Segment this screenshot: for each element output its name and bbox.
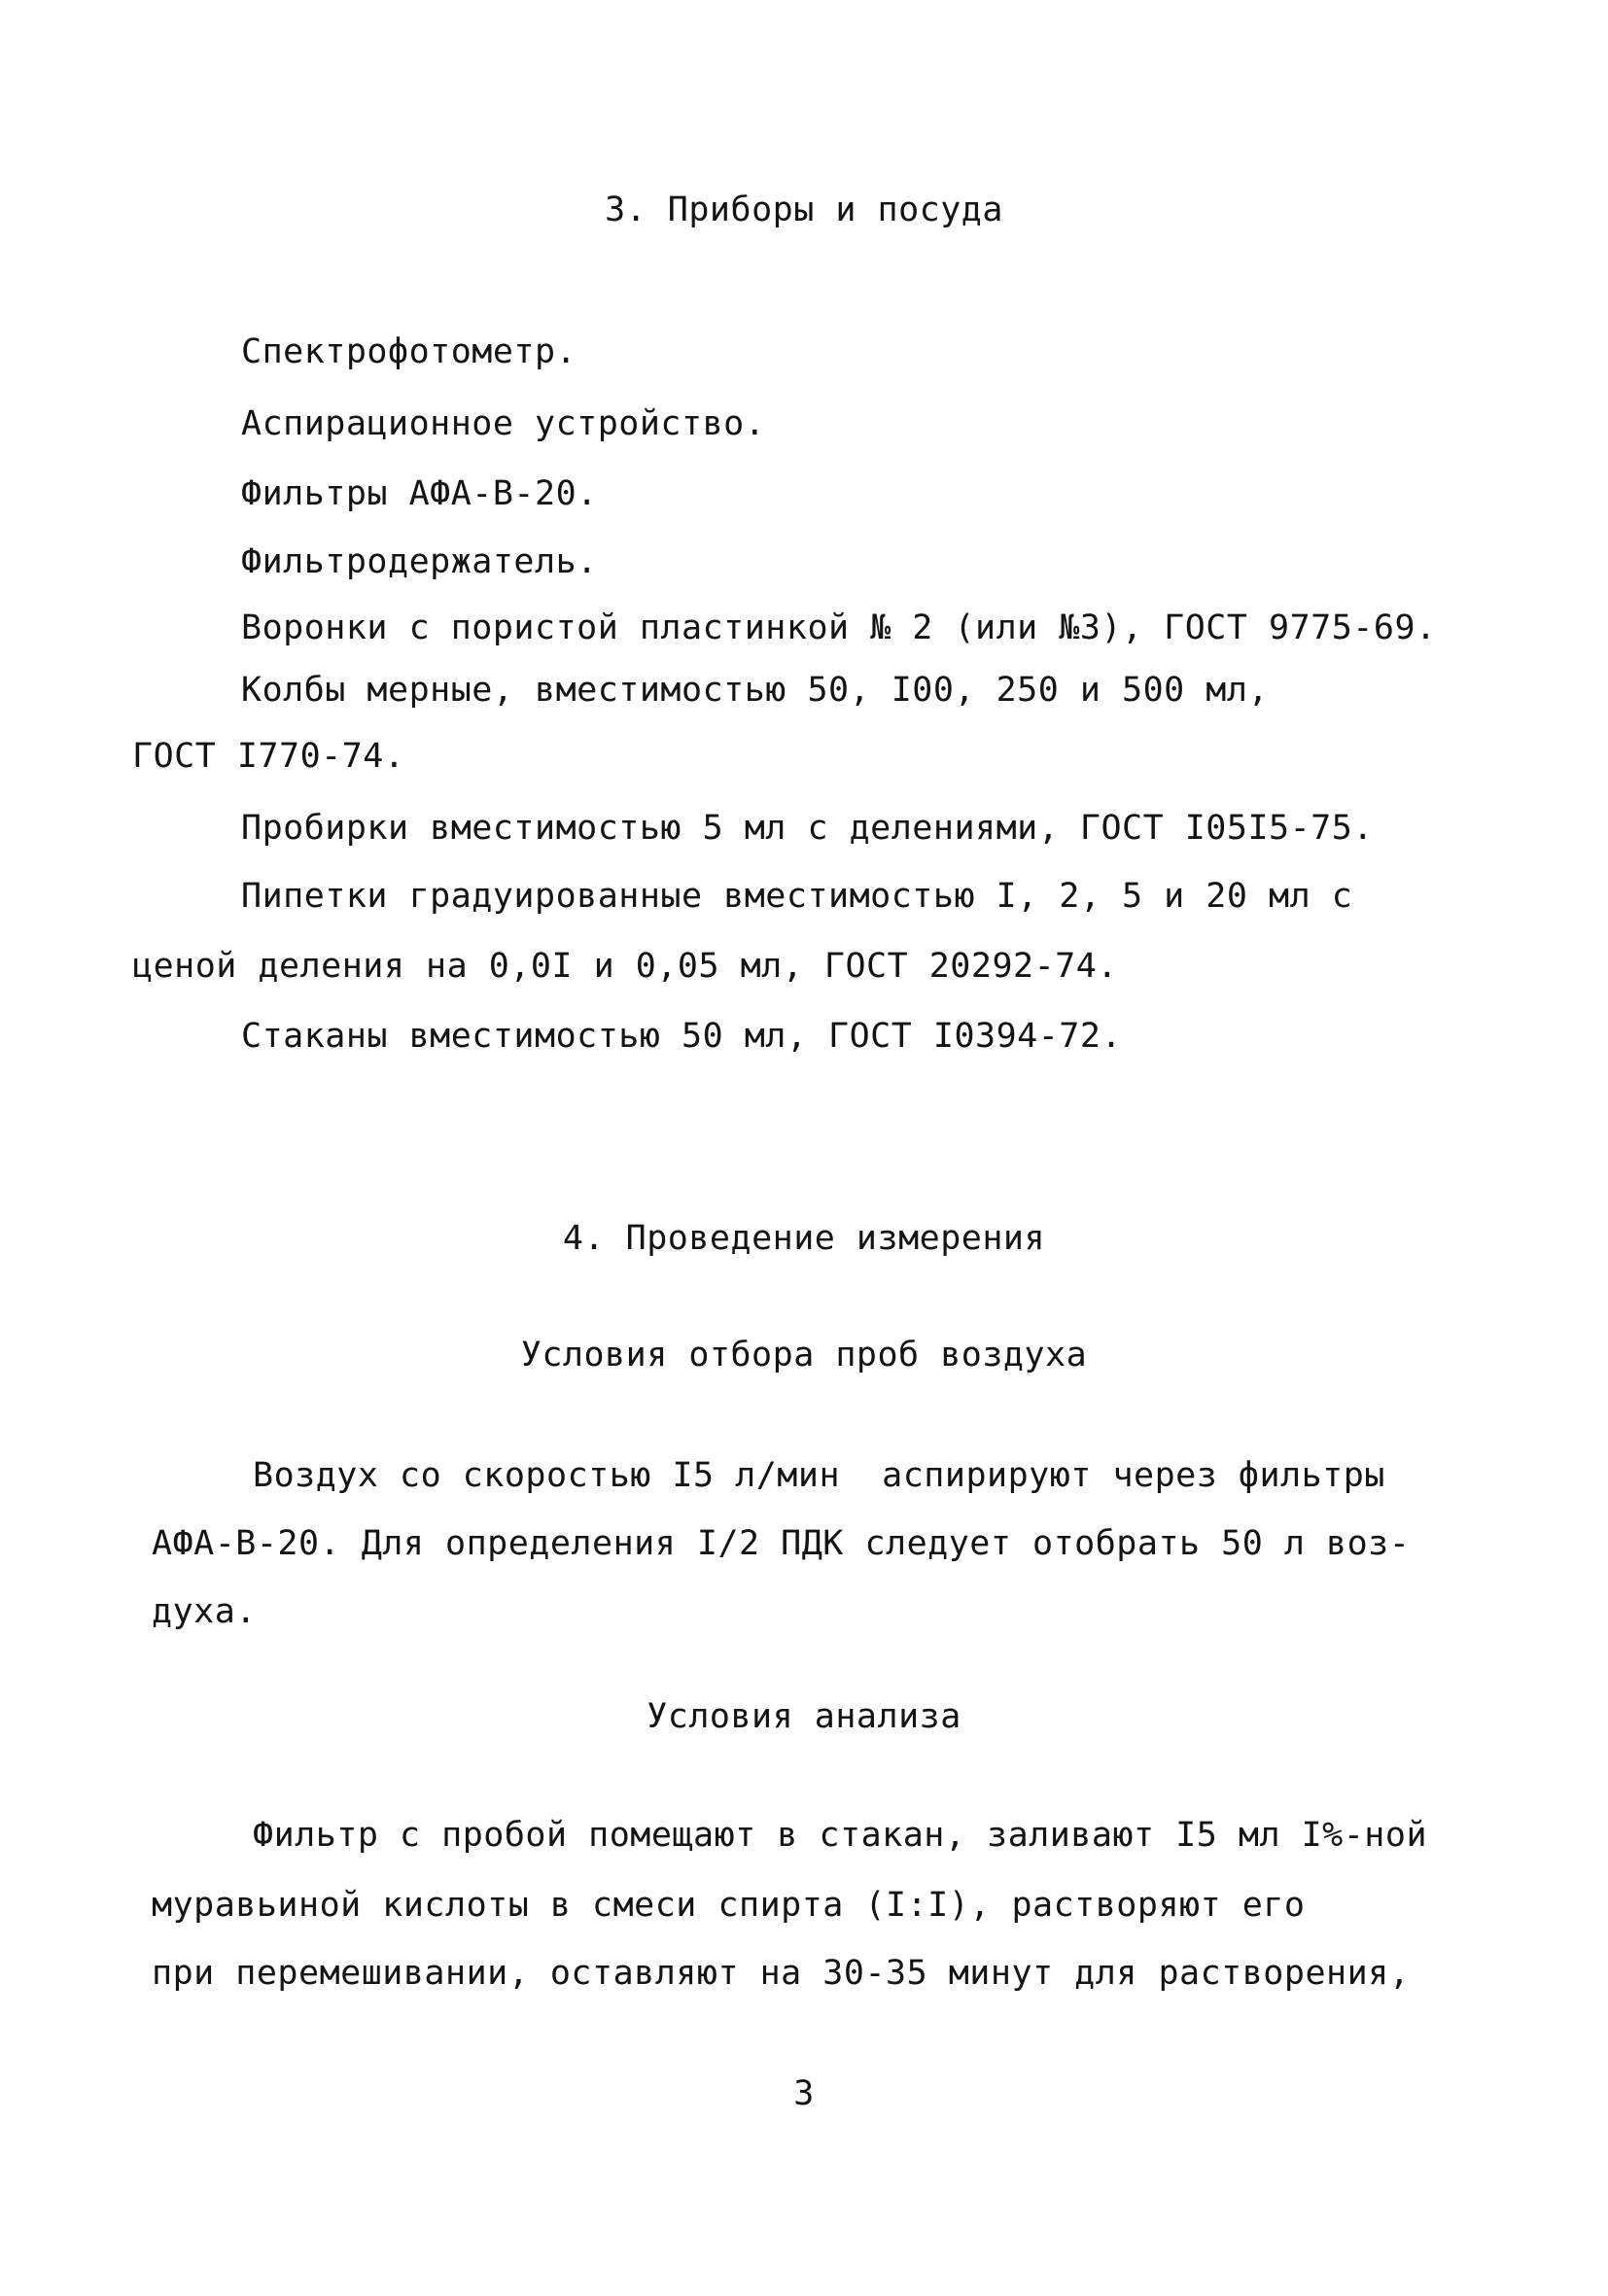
paragraph-line: духа. bbox=[152, 1592, 257, 1631]
paragraph-line: Воздух со скоростью I5 л/мин аспирируют через фильтры bbox=[253, 1456, 1385, 1495]
paragraph-line: при перемешивании, оставляют на 30-35 минут для растворения, bbox=[152, 1954, 1411, 1993]
equipment-item: Стаканы вместимостью 50 мл, ГОСТ I0394-72. bbox=[241, 1017, 1123, 1056]
equipment-item: Воронки с пористой пластинкой № 2 (или №3), ГОСТ 9775-69. bbox=[241, 609, 1437, 647]
equipment-item-continuation: ГОСТ I770-74. bbox=[132, 737, 405, 776]
equipment-item: Колбы мерные, вместимостью 50, I00, 250 и 500 мл, bbox=[241, 671, 1270, 710]
section-4-heading: 4. Проведение измерения bbox=[562, 1219, 1046, 1258]
equipment-item: Фильтры АФА-В-20. bbox=[241, 474, 598, 513]
page-number: 3 bbox=[793, 2074, 815, 2113]
analysis-subheading: Условия анализа bbox=[647, 1697, 961, 1736]
paragraph-line: Фильтр с пробой помещают в стакан, заливают I5 мл I%-ной bbox=[253, 1816, 1428, 1855]
equipment-item: Спектрофотометр. bbox=[241, 332, 577, 371]
section-3-heading: 3. Приборы и посуда bbox=[605, 191, 1003, 229]
paragraph-line: муравьиной кислоты в смеси спирта (I:I), растворяют его bbox=[152, 1886, 1306, 1925]
sampling-subheading: Условия отбора проб воздуха bbox=[520, 1336, 1088, 1374]
equipment-item: Фильтродержатель. bbox=[241, 542, 598, 581]
equipment-item-continuation: ценой деления на 0,0I и 0,05 мл, ГОСТ 20292-74. bbox=[132, 947, 1118, 986]
equipment-item: Пипетки градуированные вместимостью I, 2, 5 и 20 мл с bbox=[241, 877, 1353, 916]
paragraph-line: АФА-В-20. Для определения I/2 ПДК следует отобрать 50 л воз- bbox=[152, 1524, 1411, 1563]
equipment-item: Аспирационное устройство. bbox=[241, 404, 766, 443]
equipment-item: Пробирки вместимостью 5 мл с делениями, ГОСТ I05I5-75. bbox=[241, 809, 1374, 848]
